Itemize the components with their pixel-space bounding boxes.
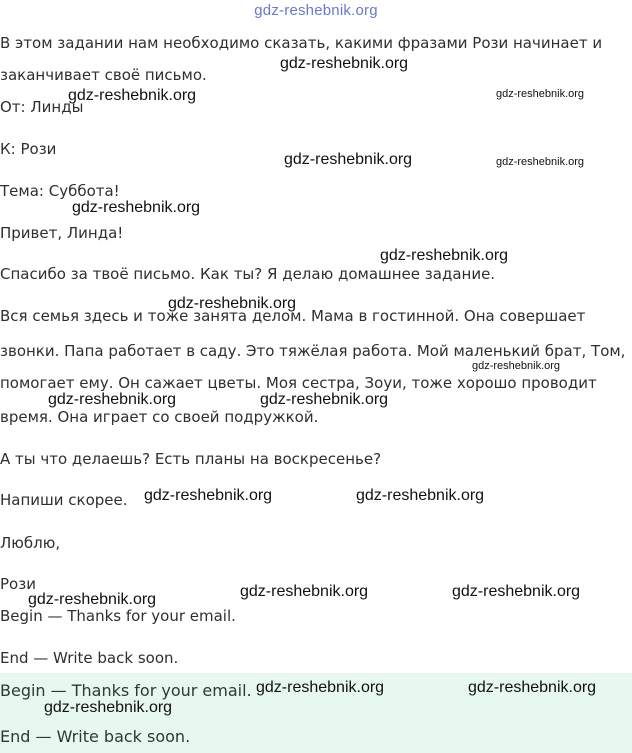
watermark: gdz-reshebnik.org [260,391,389,408]
letter-greeting: Привет, Линда! [0,224,124,242]
letter-paragraph-2-line-4: время. Она играет со своей подружкой. [0,408,319,426]
watermark: gdz-reshebnik.org [472,360,561,372]
letter-sign-off: Люблю, [0,534,61,552]
watermark: gdz-reshebnik.org [144,487,273,504]
watermark: gdz-reshebnik.org [72,199,201,216]
watermark: gdz-reshebnik.org [68,87,197,104]
watermark: gdz-reshebnik.org [284,151,413,168]
intro-line-2: заканчивает своё письмо. [0,66,207,84]
intro-line-1: В этом задании нам необходимо сказать, какими фразами Рози начинает и [0,34,603,52]
watermark: gdz-reshebnik.org [356,487,485,504]
watermark: gdz-reshebnik.org [452,583,581,600]
answer-end: End — Write back soon. [0,727,191,746]
watermark: gdz-reshebnik.org [28,591,157,608]
watermark: gdz-reshebnik.org [468,679,597,696]
watermark: gdz-reshebnik.org [256,679,385,696]
watermark: gdz-reshebnik.org [240,583,369,600]
watermark: gdz-reshebnik.org [48,391,177,408]
letter-subject: Тема: Суббота! [0,182,120,200]
letter-paragraph-2-line-1: Вся семья здесь и тоже занята делом. Мама в гостинной. Она совершает [0,307,586,325]
site-watermark-header: gdz-reshebnik.org [254,2,378,19]
result-end: End — Write back soon. [0,649,179,667]
answer-begin: Begin — Thanks for your email. [0,681,252,700]
letter-paragraph-2-line-3: помогает ему. Он сажает цветы. Моя сестра, Зоуи, тоже хорошо проводит [0,374,597,392]
watermark: gdz-reshebnik.org [496,88,585,100]
watermark: gdz-reshebnik.org [44,699,173,716]
letter-signature: Рози [0,575,36,593]
watermark: gdz-reshebnik.org [168,295,297,312]
letter-paragraph-2-line-2: звонки. Папа работает в саду. Это тяжёлая работа. Мой маленький брат, Том, [0,342,626,360]
letter-question: А ты что делаешь? Есть планы на воскресенье? [0,450,382,468]
letter-paragraph-1: Спасибо за твоё письмо. Как ты? Я делаю домашнее задание. [0,265,496,283]
result-begin: Begin — Thanks for your email. [0,607,236,625]
watermark: gdz-reshebnik.org [280,55,409,72]
watermark: gdz-reshebnik.org [496,156,585,168]
letter-to: К: Рози [0,140,57,158]
letter-closing-request: Напиши скорее. [0,491,128,509]
letter-from: От: Линды [0,98,84,116]
watermark: gdz-reshebnik.org [380,247,509,264]
